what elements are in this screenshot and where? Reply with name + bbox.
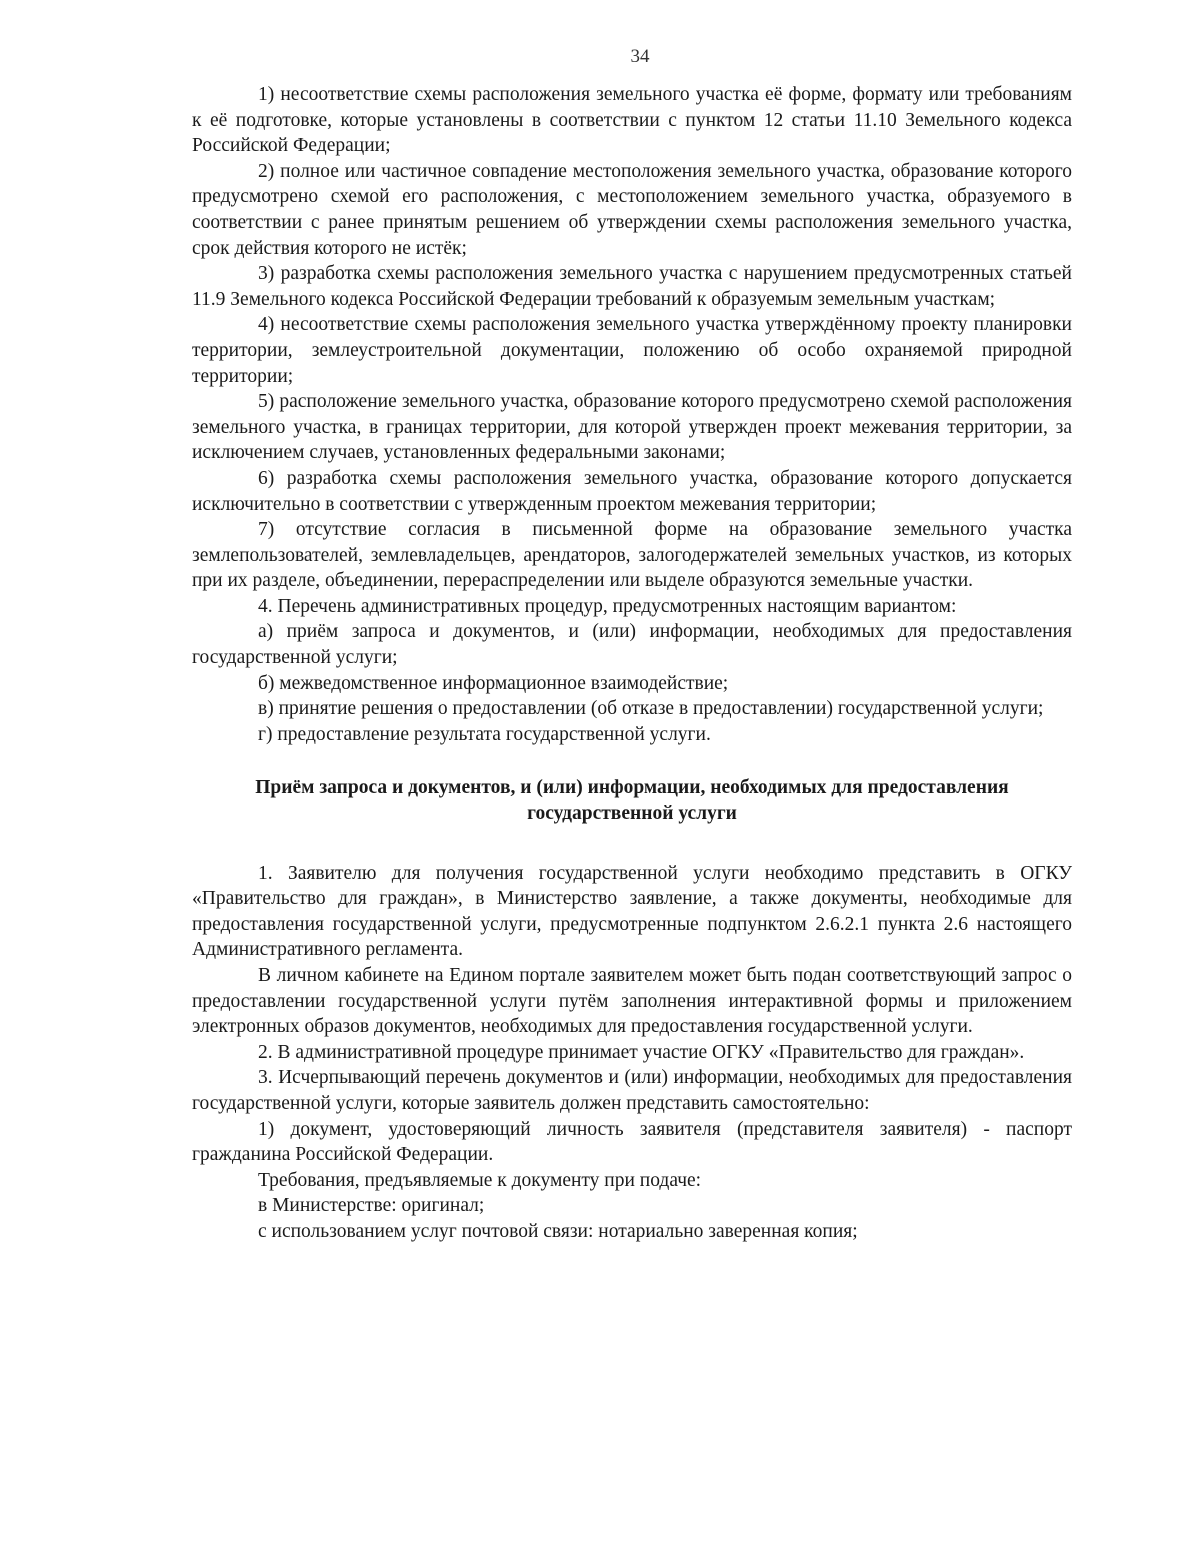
paragraph: 2) полное или частичное совпадение местоположения земельного участка, образование которого предусмотрено схемой его расположения, с местоположением земельного участка, образуемого в соответствии с ранее принятым решением об утверждении схемы расположения земельного участка, срок действия которого не истёк; (192, 160, 1072, 259)
paragraph: с использованием услуг почтовой связи: нотариально заверенная копия; (258, 1220, 858, 1242)
paragraph: 6) разработка схемы расположения земельного участка, образование которого допускается исключительно в соответствии с утвержденным проектом межевания территории; (192, 467, 1072, 515)
paragraph: 4. Перечень административных процедур, предусмотренных настоящим вариантом: (258, 595, 957, 617)
paragraph: 1) несоответствие схемы расположения земельного участка её форме, формату или требованиям к её подготовке, которые установлены в соответствии с пунктом 12 статьи 11.10 Земельного кодекса Российской Федерации; (192, 84, 1072, 157)
paragraph: а) приём запроса и документов, и (или) информации, необходимых для предоставления государственной услуги; (192, 621, 1072, 669)
paragraph: 1) документ, удостоверяющий личность заявителя (представителя заявителя) - паспорт гражданина Российской Федерации. (192, 1118, 1072, 1166)
paragraph: 5) расположение земельного участка, образование которого предусмотрено схемой расположения земельного участка, в границах территории, для которой утвержден проект межевания территории, за исключением случаев, установленных федеральными законами; (192, 391, 1072, 464)
rejection-grounds-list (192, 82, 1072, 747)
paragraph: 1. Заявителю для получения государственной услуги необходимо представить в ОГКУ «Правительство для граждан», в Министерство заявление, а также документы, необходимые для предоставления государственной услуги, предусмотренные подпунктом 2.6.2.1 пункта 2.6 настоящего Административного регламента. (192, 862, 1072, 961)
paragraph: 3. Исчерпывающий перечень документов и (или) информации, необходимых для предоставления государственной услуги, которые заявитель должен представить самостоятельно: (192, 1067, 1072, 1114)
section-heading-line: Приём запроса и документов, и (или) информации, необходимых для предоставления (255, 777, 1009, 799)
paragraph: 4) несоответствие схемы расположения земельного участка утверждённому проекту планировки территории, землеустроительной документации, положению об особо охраняемой природной территории; (192, 314, 1072, 387)
section-heading (192, 775, 1072, 826)
paragraph: б) межведомственное информационное взаимодействие; (258, 672, 729, 694)
paragraph: Требования, предъявляемые к документу при подаче: (258, 1169, 702, 1191)
paragraph: 3) разработка схемы расположения земельного участка с нарушением предусмотренных статьей 11.9 Земельного кодекса Российской Федерации требований к образуемым земельным участкам; (192, 263, 1072, 310)
paragraph: 2. В административной процедуре принимает участие ОГКУ «Правительство для граждан». (258, 1041, 1025, 1063)
paragraph: в Министерстве: оригинал; (258, 1195, 485, 1217)
paragraph: в) принятие решения о предоставлении (об отказе в предоставлении) государственной услуги; (258, 698, 1044, 720)
document-body (192, 82, 1072, 1245)
paragraph: В личном кабинете на Едином портале заявителем может быть подан соответствующий запрос о предоставлении государственной услуги путём заполнения интерактивной формы и приложением электронных образов документов, необходимых для предоставления государственной услуги. (192, 965, 1072, 1038)
paragraph: 7) отсутствие согласия в письменной форме на образование земельного участка землепользователей, землевладельцев, арендаторов, залогодержателей земельных участков, из которых при их разделе, объединении, перераспределении или выделе образуются земельные участки. (192, 519, 1072, 592)
procedure-section (192, 861, 1072, 1245)
section-heading-line: государственной услуги (527, 803, 737, 825)
paragraph: г) предоставление результата государственной услуги. (258, 723, 711, 745)
page-number: 34 (630, 46, 650, 67)
